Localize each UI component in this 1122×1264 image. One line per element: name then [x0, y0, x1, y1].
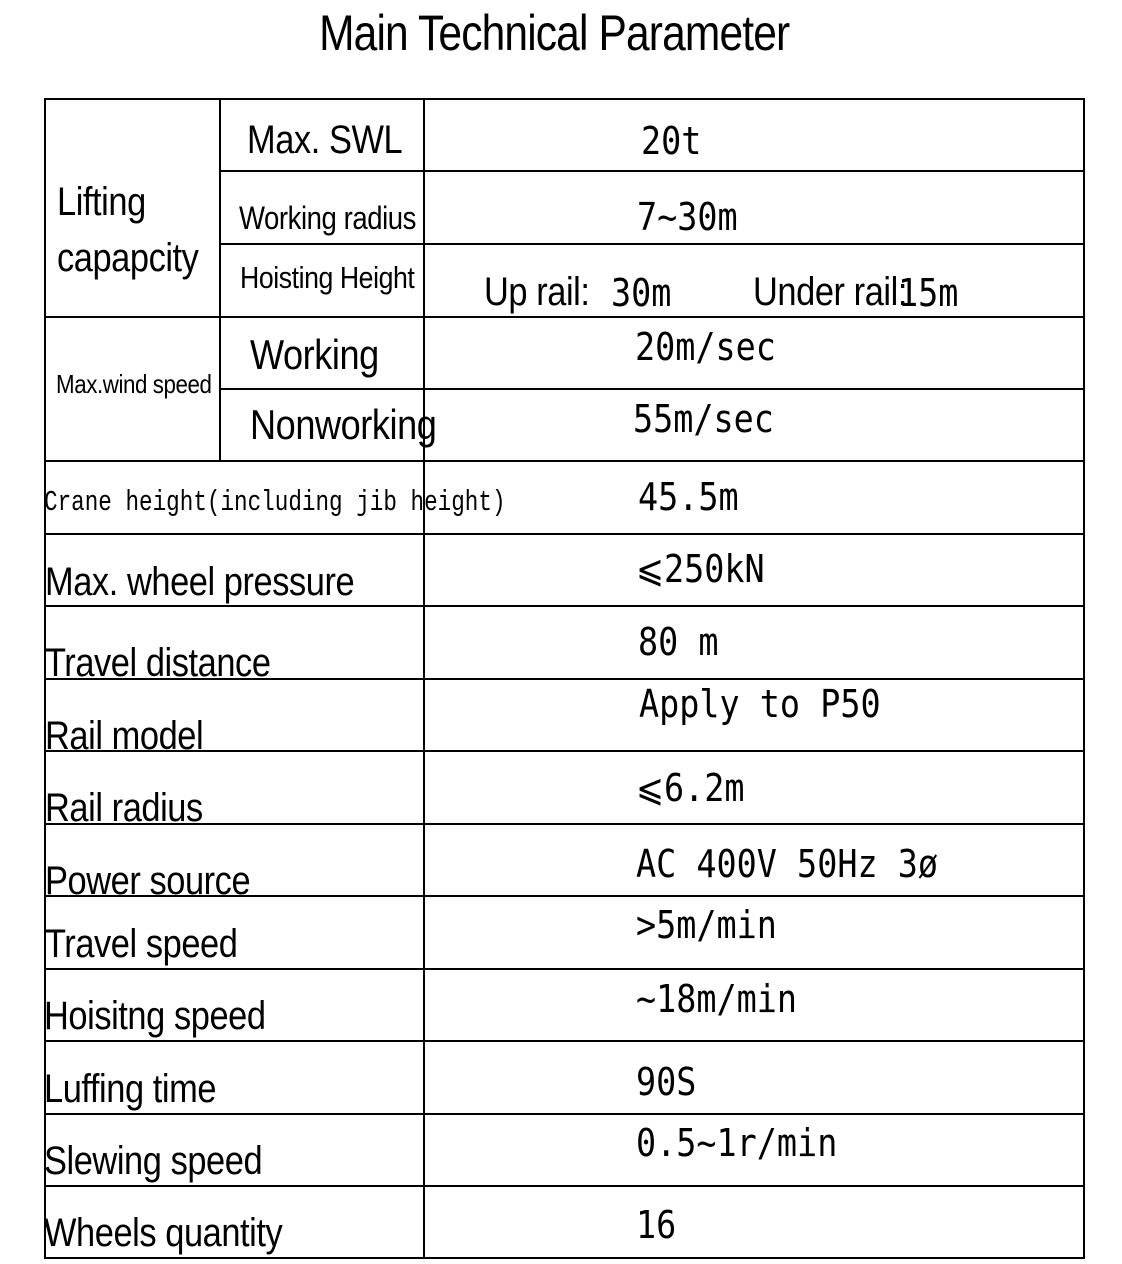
wind-working-label: Working	[250, 331, 379, 378]
row-divider	[44, 968, 1085, 970]
wind-working-value: 20m/sec	[635, 325, 776, 369]
crane-height-label: Crane height(including jib height)	[44, 486, 506, 519]
hoisting-speed-label: Hoisitng speed	[44, 994, 266, 1038]
travel-speed-label: Travel speed	[45, 922, 238, 966]
wheels-quantity-label: Wheels quantity	[44, 1211, 283, 1255]
rail-radius-value: ⩽6.2m	[636, 766, 745, 810]
row-divider	[44, 1185, 1085, 1187]
wind-nonworking-label: Nonworking	[250, 401, 437, 448]
rail-model-value: Apply to P50	[639, 682, 881, 726]
row-divider	[219, 243, 1085, 245]
row-divider	[219, 388, 1085, 390]
page-title: Main Technical Parameter	[319, 5, 790, 61]
wheels-quantity-value: 16	[636, 1203, 677, 1247]
travel-distance-value: 80 m	[638, 620, 719, 664]
power-source-value: AC 400V 50Hz 3ø	[636, 842, 938, 886]
working-radius-label: Working radius	[239, 200, 417, 236]
hoisting-height-label: Hoisting Height	[240, 260, 415, 295]
row-divider	[44, 316, 1085, 318]
row-divider	[44, 1040, 1085, 1042]
lifting-label-line2: capapcity	[57, 236, 199, 280]
row-divider	[44, 460, 1085, 462]
wind-group-label: Max.wind speed	[56, 369, 212, 399]
row-divider	[44, 533, 1085, 535]
row-divider	[44, 1113, 1085, 1115]
crane-height-value: 45.5m	[638, 475, 739, 519]
hoisting-speed-value: ~18m/min	[636, 977, 798, 1021]
lifting-label-line1: Lifting	[57, 180, 146, 224]
travel-distance-label: Travel distance	[45, 641, 271, 685]
luffing-time-label: Luffing time	[44, 1067, 217, 1111]
row-divider	[219, 170, 1085, 172]
travel-speed-value: >5m/min	[636, 903, 777, 947]
table-border-bottom	[44, 1257, 1085, 1259]
sub-column-divider	[219, 98, 221, 462]
slewing-speed-label: Slewing speed	[44, 1139, 263, 1183]
power-source-label: Power source	[45, 859, 251, 903]
rail-radius-label: Rail radius	[45, 786, 203, 830]
wheel-pressure-value: ⩽250kN	[636, 547, 765, 591]
luffing-time-value: 90S	[636, 1060, 697, 1104]
under-rail-label: Under rail:	[753, 270, 907, 314]
rail-model-label: Rail model	[45, 714, 204, 758]
table-border-top	[44, 98, 1085, 100]
parameter-table	[44, 98, 1085, 1260]
slewing-speed-value: 0.5~1r/min	[636, 1121, 838, 1165]
max-swl-value: 20t	[641, 119, 702, 163]
max-swl-label: Max. SWL	[247, 118, 403, 162]
wheel-pressure-label: Max. wheel pressure	[45, 560, 355, 604]
row-divider	[44, 605, 1085, 607]
under-rail-value: 15m	[898, 271, 959, 315]
wind-nonworking-value: 55m/sec	[633, 397, 774, 441]
working-radius-value: 7~30m	[637, 195, 738, 239]
up-rail-label: Up rail:	[484, 270, 590, 314]
up-rail-value: 30m	[611, 271, 672, 315]
